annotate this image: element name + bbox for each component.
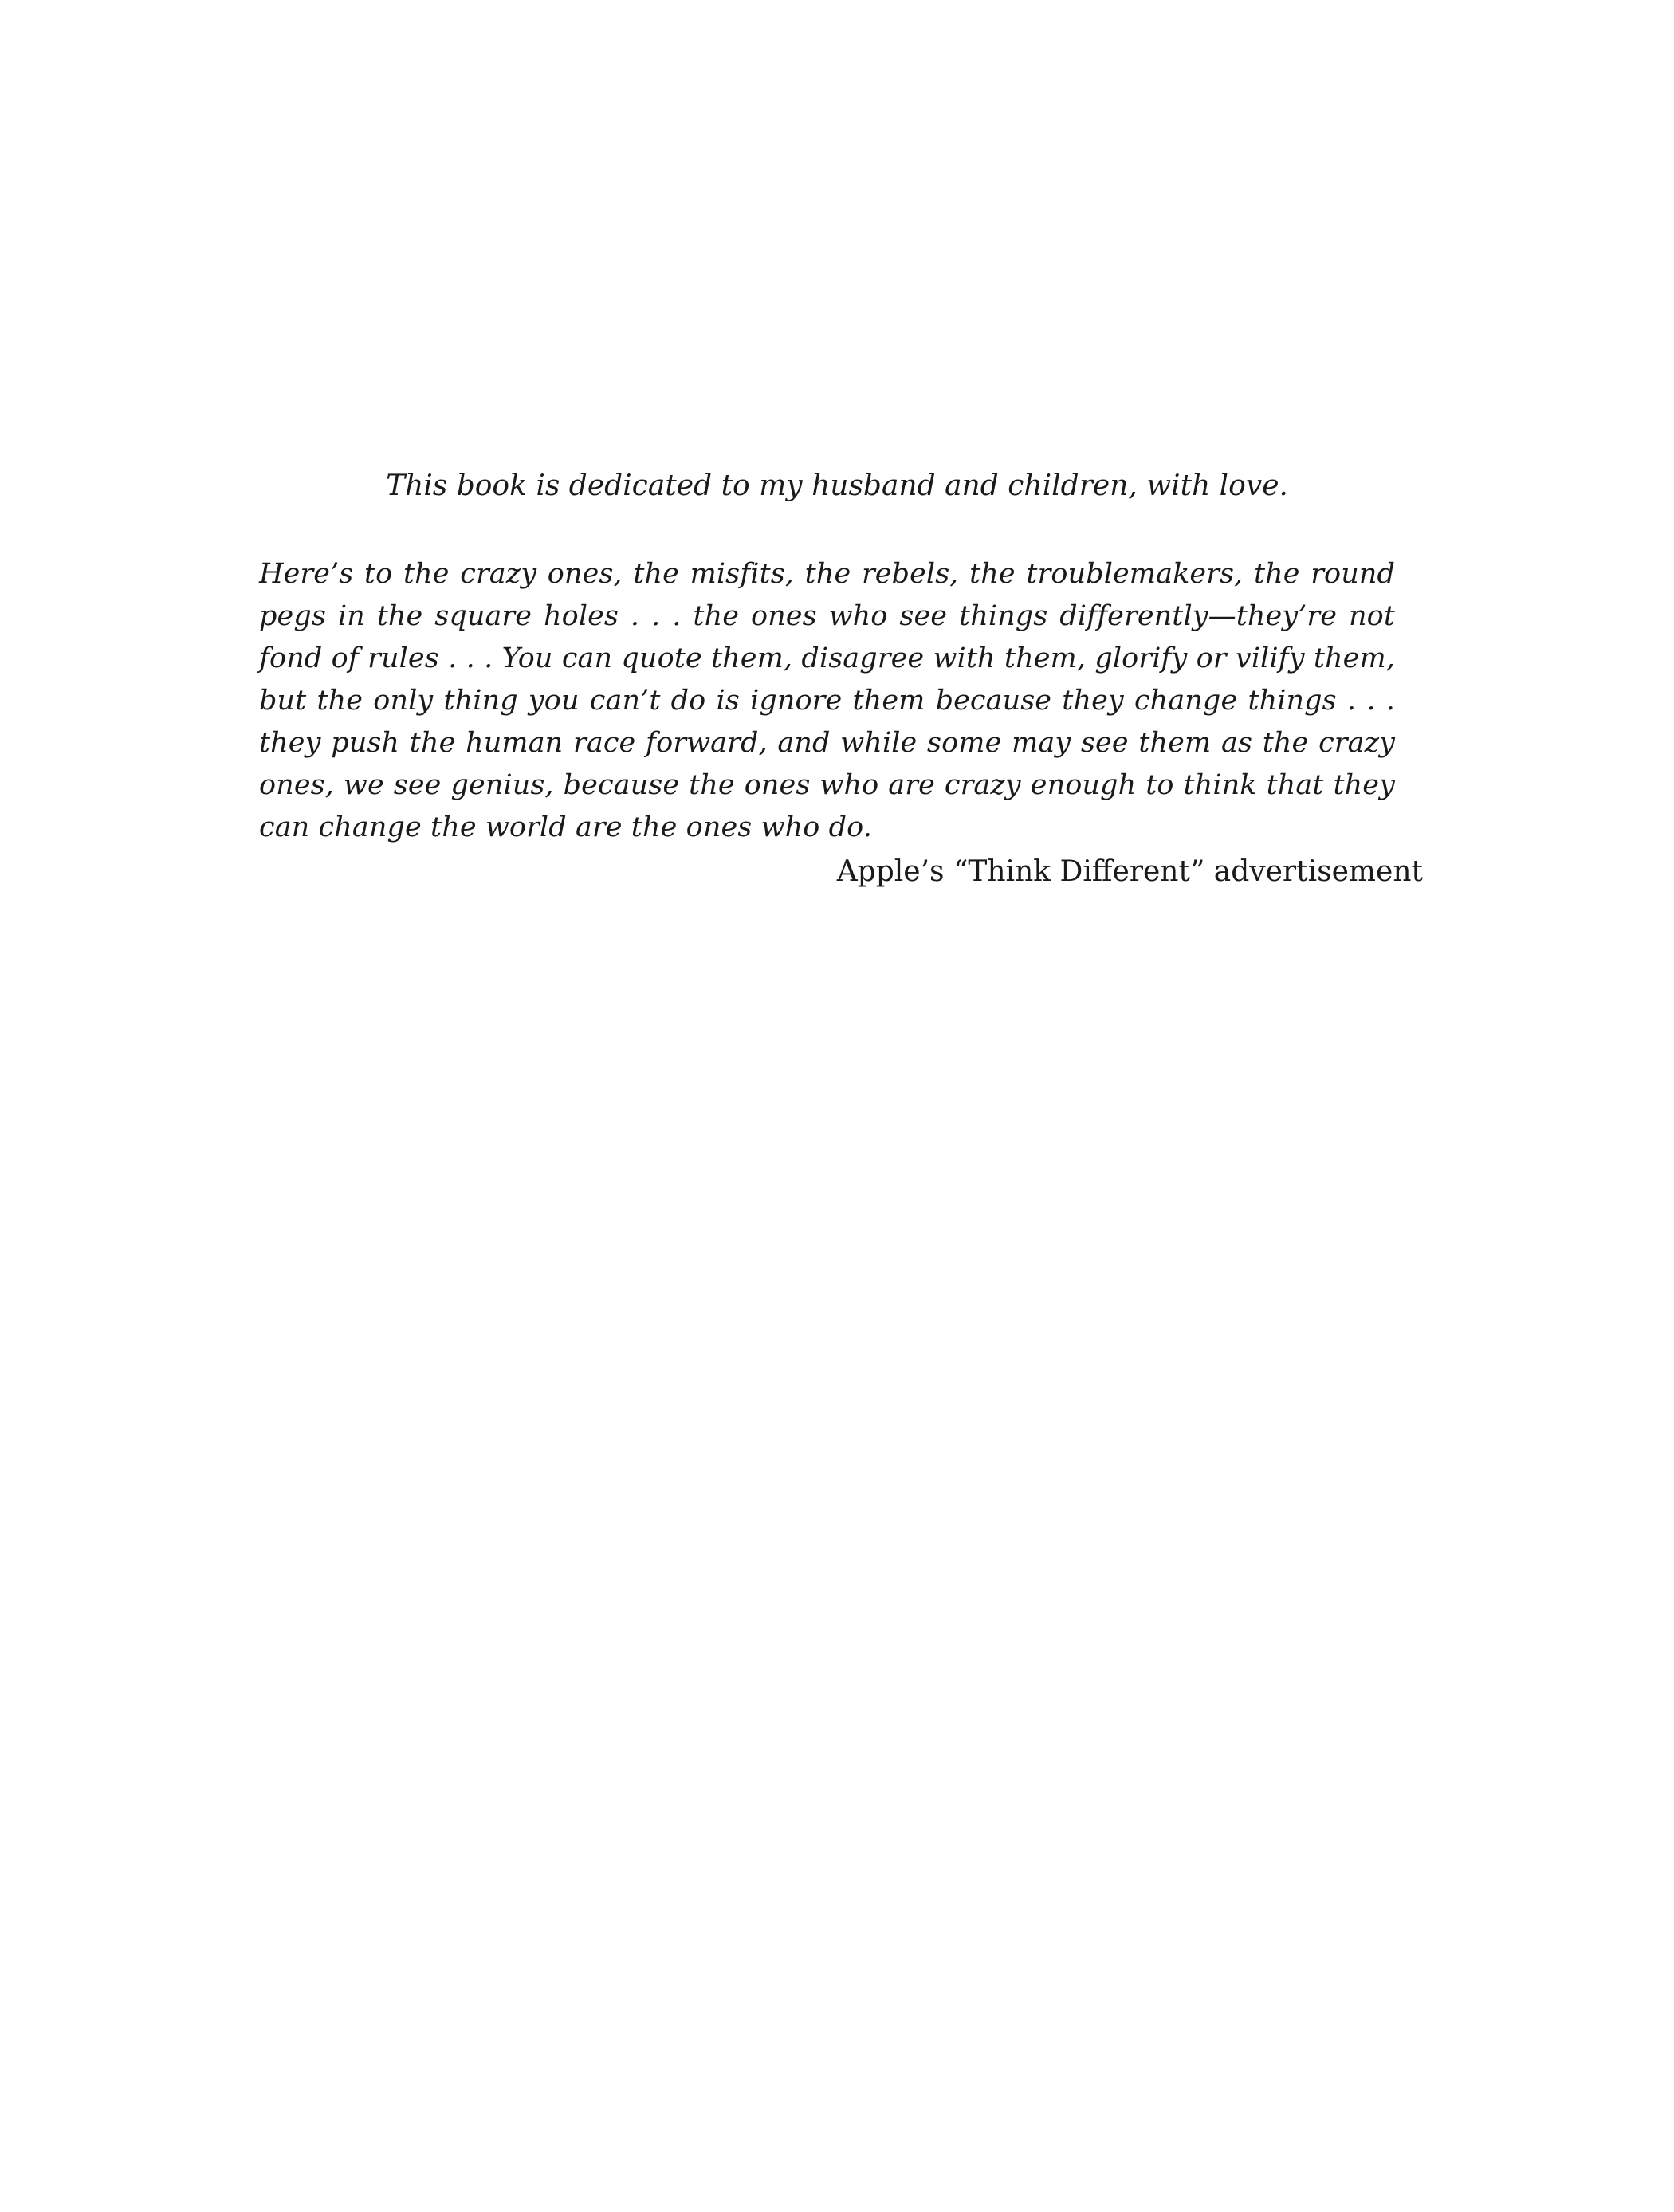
dedication-text: This book is dedicated to my husband and children, with love.: [386, 470, 1288, 502]
epigraph-quote: Here’s to the crazy ones, the misfits, the rebels, the troublemakers, the round pegs in the square holes . . . the ones who see things differently—they’re not fond of rules . . . You can quote them, disagree with them, glorify or vilify them, but the only thing you can’t do is ignore them because they change things . . . they push the human race forward, and while some may see them as the crazy ones, we see genius, because the ones who are crazy enough to think that they can change the world are the ones who do.: [259, 558, 1395, 843]
epigraph-attribution: Apple’s “Think Different” advertisement: [836, 855, 1423, 888]
